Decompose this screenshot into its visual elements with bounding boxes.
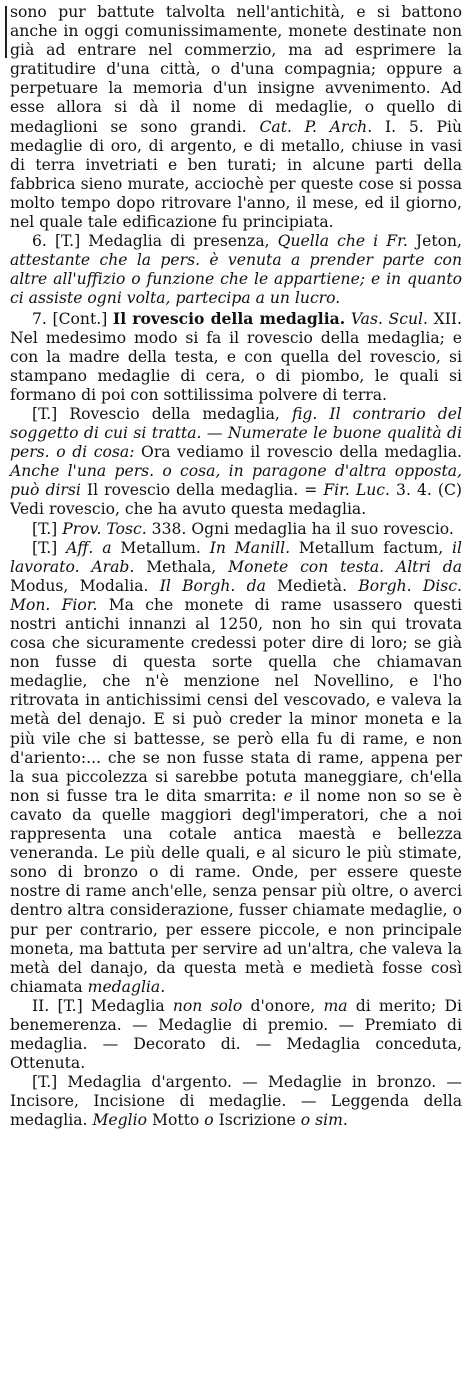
text-segment: [T.] Medaglia d'argento. — Medaglie in bronzo. — Incisore, Incisione di medaglie. — Leggenda della medaglia. — [10, 1073, 462, 1130]
text-segment: 3. 4. (C) Vedi rovescio, che ha avuto questa medaglia. — [10, 481, 462, 519]
text-segment: Monete con testa. Altri da — [228, 557, 463, 576]
text-segment: di merito; Di benemerenza. — Medaglie di premio. — Premiato di medaglia. — Decorato di. — Medaglia conceduta, Ottenuta. — [10, 996, 462, 1073]
text-segment: e — [283, 786, 293, 805]
text-segment: Quella che i Fr. — [277, 232, 408, 251]
paragraph-p-t4 — [10, 1073, 462, 1130]
text-segment: fig. Il contrario del soggetto di cui si tratta. — Numerate le buone qualità di pers. o di cosa: — [10, 404, 462, 462]
text-segment: In Manill. — [209, 538, 291, 557]
text-segment: Aff. a — [66, 538, 112, 557]
text-segment: Ma che monete di rame usassero questi nostri antichi innanzi al 1250, non ho sin qui trovata cosa che sicuramente credessi poter dire di loro; se già non fusse di questa sorte quella che chiamavan medaglie, che n'è menzione nel Novellino, e l'ho ritrovata in antichissimi censi del vescovado, e valeva la metà del denajo. E si può creder la minor moneta e la più vile che si battesse, se però ella fu di rame, e non d'ariento:... che se non fusse stata di rame, appena per la sua piccolezza si sarebbe potuta maneggiare, ch'ella non si fusse tra le dita smarrita: — [10, 595, 462, 805]
text-segment: 338. Ogni medaglia ha il suo rovescio. — [146, 519, 454, 538]
text-segment: Motto — [147, 1111, 205, 1130]
text-segment: Metallum factum, — [290, 538, 453, 557]
text-segment: Il Borgh. da — [159, 576, 266, 595]
text-segment: d'onore, — [242, 996, 324, 1015]
paragraph-p-t3 — [10, 539, 462, 997]
paragraph-p-6 — [10, 232, 462, 308]
text-segment: sono pur battute talvolta nell'antichità, e si battono anche in oggi comunissimamente, monete destinate non già ad entrare nel commerzio, ma ad esprimere la gratitudire d'una città, o d'una compagnia; oppure a perpetuare la memoria d'un insigne avvenimento. Ad esse allora si dà il nome di medaglie, o quello di medaglioni se sono grandi. — [10, 3, 462, 136]
text-segment: Vas. Scul. — [350, 309, 428, 328]
text-segment: Methala, — [134, 557, 229, 576]
text-segment: attestante che la pers. è venuta a prender parte con altre all'uffizio o funzione che le appartiene; e in quanto ci assiste ogni volta, partecipa a un lucro. — [10, 251, 462, 308]
text-segment: II. [T.] Medaglia — [32, 996, 173, 1015]
margin-rule — [5, 6, 7, 58]
text-segment: Ora vediamo il rovescio della medaglia. — [134, 443, 462, 462]
text-segment: I. 5. Più medaglie di oro, di argento, e di metallo, chiuse in vasi di terra invetriati e ben turati; in alcune parti della fabbrica sieno murate, acciochè per queste cose si possa molto tempo dopo ritrovare l'anno, il mese, ed il giorno, nel quale tale edificazione fu principiata. — [10, 117, 462, 232]
paragraph-p-t2 — [10, 520, 462, 539]
text-segment: il nome non so se è cavato da quelle maggiori degl'imperatori, che a noi rappresenta una cotale antica maestà e bellezza veneranda. Le più delle quali, e al sicuro le più stimate, sono di bronzo o di rame. Onde, per essere queste nostre di rame anch'elle, senza pensar più oltre, o averci dentro altra considerazione, fusser chiamate medaglie, o pur per contrario, per essere piccole, e non principale moneta, ma battuta per servire ad un'altra, che valeva la metà del danajo, da questa metà e medietà fosse così chiamata — [10, 786, 462, 996]
text-segment: Il rovescio della medaglia. — [112, 308, 346, 328]
text-segment: Anche l'una pers. o cosa, in paragone d'altra opposta, può dirsi — [10, 462, 462, 500]
text-segment: Il rovescio della medaglia. = — [80, 481, 324, 500]
text-segment: 7. [Cont.] — [32, 309, 113, 328]
text-segment: XII. Nel medesimo modo si fa il rovescio della medaglia; e con la madre della testa, e con quella del rovescio, si stampano medaglie di cera, o di piombo, le quali si formano di poi con sottilissima polvere di terra. — [10, 309, 462, 404]
text-segment: [T.] Rovescio della medaglia, — [32, 404, 292, 423]
entry-text-body — [10, 3, 462, 1131]
text-segment: o — [204, 1111, 214, 1130]
text-segment: Iscrizione — [213, 1111, 301, 1130]
text-segment: [T.] — [32, 538, 67, 557]
text-segment: Metallum. — [111, 538, 210, 557]
text-segment: ma — [323, 996, 348, 1015]
text-segment: 6. [T.] Medaglia di presenza, — [32, 232, 278, 251]
text-segment: Modus, Modalia. — [10, 576, 160, 595]
text-segment: il lavorato. Arab. — [10, 538, 462, 576]
text-segment: Fir. Luc. — [323, 481, 390, 500]
text-segment: Prov. Tosc. — [62, 519, 147, 538]
text-segment: o sim. — [300, 1111, 348, 1130]
text-segment: Cat. P. Arch. — [259, 117, 373, 136]
text-segment: medaglia. — [87, 977, 166, 996]
paragraph-p-ii — [10, 997, 462, 1073]
text-segment: non solo — [172, 996, 243, 1015]
text-segment: [T.] — [32, 519, 63, 538]
text-segment: Meglio — [92, 1111, 148, 1130]
paragraph-p-7 — [10, 309, 462, 405]
paragraph-p-intro — [10, 3, 462, 232]
text-segment: Jeton, — [407, 232, 463, 251]
paragraph-p-t1 — [10, 405, 462, 520]
text-segment: Medietà. — [265, 576, 359, 595]
text-segment: Borgh. Disc. Mon. Fior. — [10, 576, 463, 614]
